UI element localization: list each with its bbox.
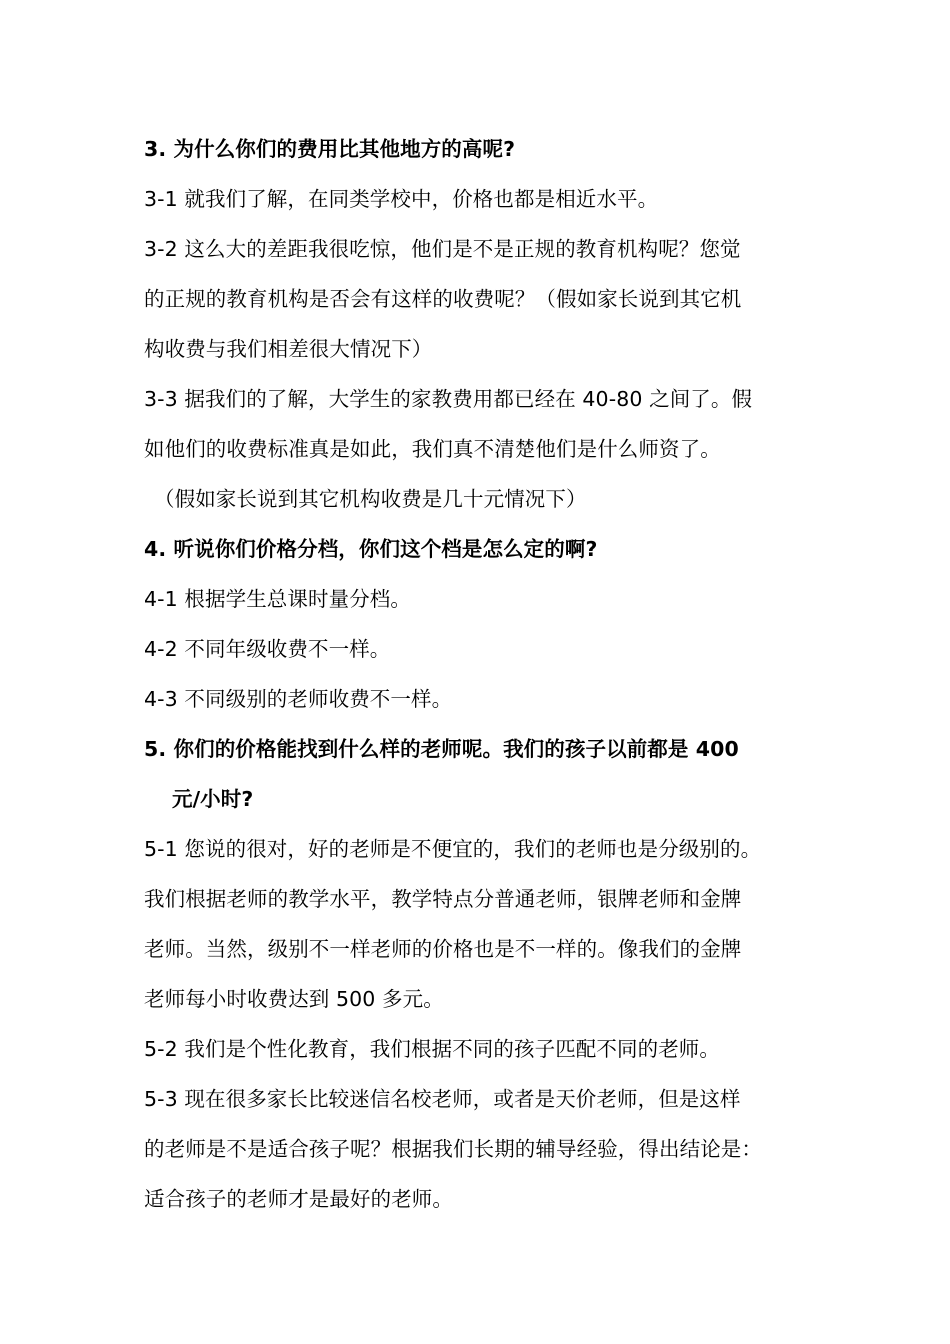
answer-5-2: 5-2 我们是个性化教育，我们根据不同的孩子匹配不同的老师。 xyxy=(144,1037,720,1061)
answer-4-1: 4-1 根据学生总课时量分档。 xyxy=(144,587,411,611)
answer-5-3-line-2: 的老师是不是适合孩子呢？根据我们长期的辅导经验，得出结论是： xyxy=(144,1137,762,1161)
document-page xyxy=(144,124,816,1224)
question-3-heading: 3. 为什么你们的费用比其他地方的高呢? xyxy=(144,137,516,161)
question-5-heading-line-2: 元/小时? xyxy=(172,787,254,811)
answer-4-2: 4-2 不同年级收费不一样。 xyxy=(144,637,391,661)
answer-5-1-line-3: 老师。当然，级别不一样老师的价格也是不一样的。像我们的金牌 xyxy=(144,937,742,961)
answer-5-1-line-2: 我们根据老师的教学水平，教学特点分普通老师，银牌老师和金牌 xyxy=(144,887,742,911)
answer-3-3-line-2: 如他们的收费标准真是如此，我们真不清楚他们是什么师资了。 xyxy=(144,437,721,461)
question-5-heading-line-1: 5. 你们的价格能找到什么样的老师呢。我们的孩子以前都是 400 xyxy=(144,737,739,761)
answer-3-3-line-3: （假如家长说到其它机构收费是几十元情况下） xyxy=(154,487,587,511)
answer-3-2-line-1: 3-2 这么大的差距我很吃惊，他们是不是正规的教育机构呢？您觉 xyxy=(144,237,741,261)
question-4-heading: 4. 听说你们价格分档，你们这个档是怎么定的啊? xyxy=(144,537,598,561)
answer-5-1-line-1: 5-1 您说的很对，好的老师是不便宜的，我们的老师也是分级别的。 xyxy=(144,837,762,861)
answer-5-3-line-3: 适合孩子的老师才是最好的老师。 xyxy=(144,1187,453,1211)
answer-5-1-line-4: 老师每小时收费达到 500 多元。 xyxy=(144,987,444,1011)
answer-5-3-line-1: 5-3 现在很多家长比较迷信名校老师，或者是天价老师，但是这样 xyxy=(144,1087,741,1111)
answer-4-3: 4-3 不同级别的老师收费不一样。 xyxy=(144,687,453,711)
answer-3-2-line-2: 的正规的教育机构是否会有这样的收费呢？（假如家长说到其它机 xyxy=(144,287,742,311)
answer-3-3-line-1: 3-3 据我们的了解，大学生的家教费用都已经在 40-80 之间了。假 xyxy=(144,387,753,411)
answer-3-1: 3-1 就我们了解，在同类学校中，价格也都是相近水平。 xyxy=(144,187,659,211)
answer-3-2-line-3: 构收费与我们相差很大情况下） xyxy=(144,337,433,361)
